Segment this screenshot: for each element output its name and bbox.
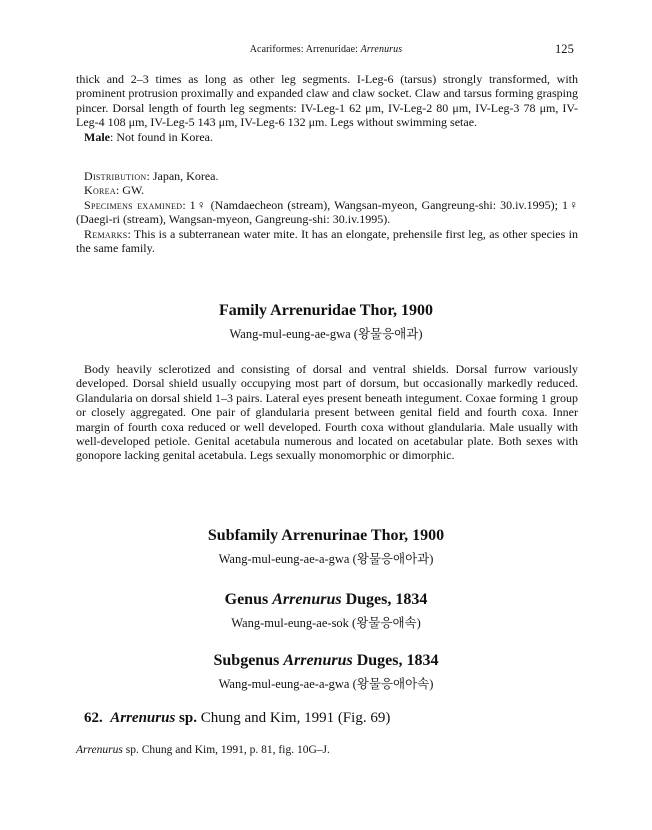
family-description: Body heavily sclerotized and consisting of dorsal and ventral shields. Dorsal furrow variously developed. Dorsal shield usually occupying most part of dorsum, but occasionally markedly reduced. Glandularia on dorsal shield 1–3 pairs. Lateral eyes present beneath integument. Coxae forming 1 group or closely aggregated. One pair of glandularia present between genital field and fourth coxa. Inner margin of fourth coxa reduced or well developed. Fourth coxa without glandularia. Male usually with well-developed petiole. Genital acetabula numerous and located on acetabular plate. Both sexes with gonopore lacking genital acetabula. Legs sexually monomorphic or dimorphic. (76, 362, 578, 463)
subgenus-prefix: Subgenus (213, 652, 284, 669)
running-head-genus: Arrenurus (360, 44, 403, 55)
species-genus: Arrenurus (110, 710, 176, 726)
specimens-text: : 1♀ (Namdaecheon (stream), Wangsan-myeon, Gangreung-shi: 30.iv.1995); 1♀ (Daegi-ri (stream), Wangsan-myeon, Gangreung-shi: 30.iv.1995). (76, 197, 578, 227)
specimens-label: Specimens examined (84, 197, 183, 212)
subfamily-title: Subfamily Arrenurinae Thor, 1900 (207, 527, 445, 544)
male-text: : Not found in Korea. (110, 129, 213, 144)
korea-label: Korea (84, 183, 116, 198)
species-author: Chung and Kim, 1991 (Fig. 69) (196, 710, 391, 726)
species-heading (84, 710, 390, 727)
genus-prefix: Genus (224, 591, 273, 608)
citation-text: sp. Chung and Kim, 1991, p. 81, fig. 10G–J. (122, 744, 330, 756)
species-citation (76, 744, 330, 756)
family-korean-name: Wang-mul-eung-ae-gwa (왕물응애과) (229, 327, 423, 341)
specimens-line (76, 198, 578, 227)
species-number: 62. (84, 710, 103, 726)
distribution-label: Distribution (84, 169, 147, 183)
subgenus-suffix: Duges, 1834 (352, 652, 439, 669)
family-title: Family Arrenuridae Thor, 1900 (219, 302, 433, 319)
genus-suffix: Duges, 1834 (341, 591, 428, 608)
page-number: 125 (554, 42, 574, 56)
distribution-line (76, 169, 578, 183)
korea-text: : GW. (115, 183, 145, 198)
genus-name: Arrenurus (272, 591, 342, 608)
subgenus-name: Arrenurus (283, 652, 353, 669)
remarks-line (76, 227, 578, 256)
records-block (76, 169, 578, 255)
species-sp: sp. (175, 710, 197, 726)
subfamily-korean-name: Wang-mul-eung-ae-a-gwa (왕물응애아과) (218, 552, 434, 566)
remarks-text: : This is a subterranean water mite. It has an elongate, prehensile first leg, as other species in the same family. (76, 226, 578, 256)
male-label: Male (84, 129, 110, 144)
intro-block (76, 72, 578, 144)
remarks-label: Remarks (84, 226, 128, 241)
genus-title (0, 591, 652, 609)
genus-korean-name: Wang-mul-eung-ae-sok (왕물응애속) (231, 616, 421, 630)
intro-paragraph: thick and 2–3 times as long as other leg segments. I-Leg-6 (tarsus) strongly transformed, with prominent protrusion proximally and expanded claw and claw socket. Claw and tarsus forming grasping pincer. Dorsal length of fourth leg segments: IV-Leg-1 62 μm, IV-Leg-2 80 μm, IV-Leg-3 78 μm, IV-Leg-4 108 μm, IV-Leg-5 143 μm, IV-Leg-6 132 μm. Legs without swimming setae. (76, 72, 578, 130)
distribution-text: : Japan, Korea. (146, 169, 219, 183)
subgenus-korean-name: Wang-mul-eung-ae-a-gwa (왕물응애아속) (218, 677, 434, 691)
subgenus-title (0, 652, 652, 670)
male-line (76, 130, 578, 144)
citation-genus: Arrenurus (76, 744, 123, 756)
running-head-text: Acariformes: Arrenuridae: (249, 44, 361, 55)
family-description-block (76, 362, 578, 463)
korea-line (76, 183, 578, 197)
